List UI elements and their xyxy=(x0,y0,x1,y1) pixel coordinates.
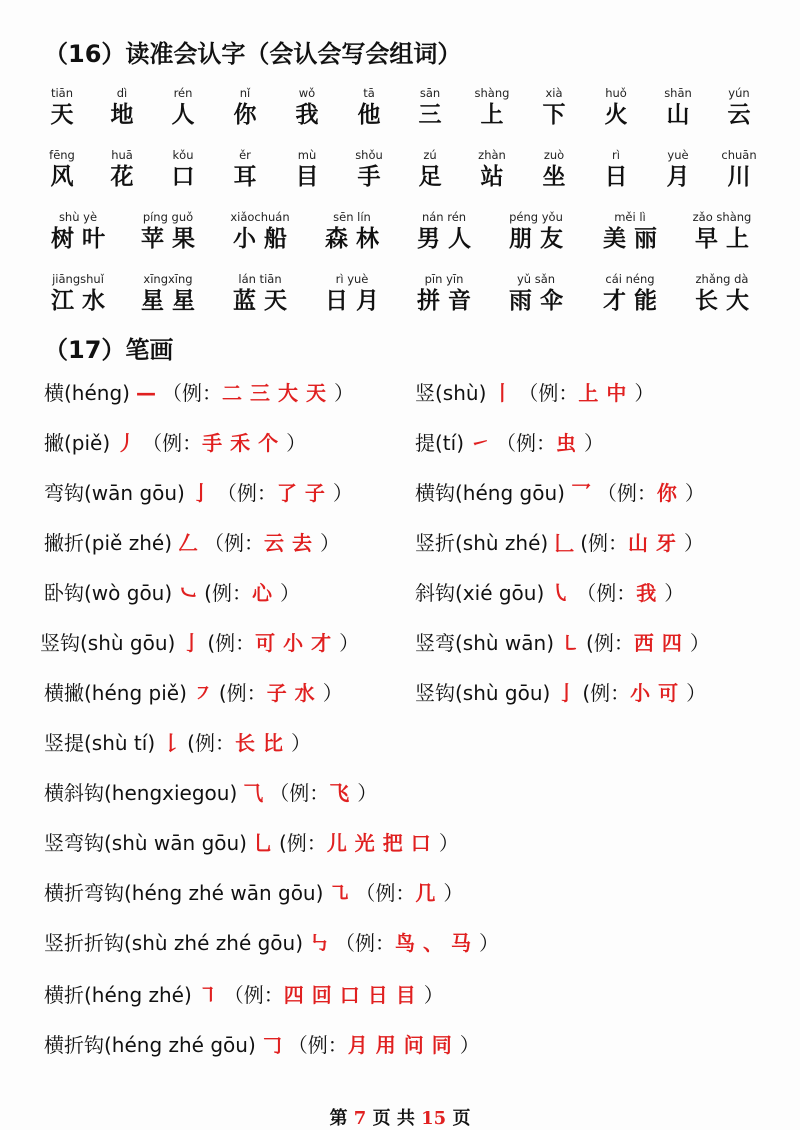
example-chars: 四回口日目 xyxy=(283,983,424,1007)
example-label: (例： xyxy=(580,531,629,555)
hanzi: 森林 xyxy=(325,225,387,252)
example-chars: 鸟、马 xyxy=(395,931,480,955)
pinyin: lán tiān xyxy=(238,272,282,286)
example-close: ） xyxy=(684,481,705,505)
stroke-symbol: — xyxy=(135,381,156,405)
pinyin: pīn yīn xyxy=(424,272,464,286)
example-chars: 虫 xyxy=(556,431,585,455)
stroke-item xyxy=(415,530,704,556)
page-total: 15 xyxy=(421,1108,447,1129)
example-close: ） xyxy=(339,631,360,655)
example-close: ） xyxy=(332,481,353,505)
hanzi: 江水 xyxy=(51,287,113,314)
pinyin: cái néng xyxy=(605,272,655,286)
stroke-name: 撇折(piě zhé) xyxy=(44,531,172,555)
hanzi: 手 xyxy=(357,163,389,190)
hanzi: 苹果 xyxy=(141,225,203,252)
hanzi: 星星 xyxy=(141,287,203,314)
stroke-item xyxy=(44,1032,480,1058)
stroke-name: 竖(shù) xyxy=(415,381,487,405)
pinyin: shù yè xyxy=(58,210,98,224)
stroke-item xyxy=(415,680,706,706)
pinyin: rén xyxy=(173,86,193,100)
stroke-name: 竖弯钩(shù wān gōu) xyxy=(44,831,247,855)
word-row xyxy=(0,148,800,202)
example-chars: 云去 xyxy=(264,531,320,555)
section-17-title: （17）笔画 xyxy=(44,336,174,364)
example-label: （例： xyxy=(518,381,579,405)
hanzi: 花 xyxy=(110,163,142,190)
hanzi: 长大 xyxy=(695,287,757,314)
example-chars: 我 xyxy=(636,581,665,605)
example-close: ） xyxy=(357,781,378,805)
stroke-symbol: 丨 xyxy=(492,381,513,405)
hanzi: 口 xyxy=(171,163,203,190)
hanzi: 地 xyxy=(110,101,142,128)
hanzi: 才能 xyxy=(603,287,665,314)
hanzi: 山 xyxy=(666,101,698,128)
stroke-item xyxy=(415,430,604,456)
word-row xyxy=(0,210,800,264)
hanzi: 坐 xyxy=(542,163,574,190)
pinyin: zhàn xyxy=(478,148,506,162)
pinyin: sēn lín xyxy=(333,210,371,224)
example-label: （例： xyxy=(204,531,264,555)
pinyin: tiān xyxy=(50,86,74,100)
pinyin: péng yǒu xyxy=(509,210,563,224)
hanzi: 你 xyxy=(233,101,265,128)
hanzi: 目 xyxy=(295,163,327,190)
hanzi: 站 xyxy=(480,163,512,190)
pinyin: shān xyxy=(664,86,692,100)
stroke-symbol: 亅 xyxy=(181,631,202,655)
hanzi: 耳 xyxy=(233,163,265,190)
example-close: ） xyxy=(423,983,444,1007)
example-label: （例： xyxy=(223,983,284,1007)
pinyin: nán rén xyxy=(421,210,467,224)
example-label: (例： xyxy=(187,731,235,755)
pinyin: tā xyxy=(363,86,375,100)
stroke-item xyxy=(44,830,459,856)
stroke-symbol: ㇂ xyxy=(550,581,571,605)
example-label: (例： xyxy=(218,681,267,705)
example-label: （例： xyxy=(596,481,657,505)
example-label: (例： xyxy=(582,681,631,705)
example-close: ） xyxy=(320,531,340,555)
stroke-name: 竖钩(shù gōu) xyxy=(415,681,551,705)
word-item xyxy=(684,86,794,130)
hanzi: 我 xyxy=(295,101,327,128)
example-label: （例： xyxy=(335,931,396,955)
section-16-title: （16）读准会认字（会认会写会组词） xyxy=(44,40,462,68)
word-item xyxy=(667,272,777,316)
stroke-name: 横撇(héng piě) xyxy=(44,681,187,705)
stroke-name: 弯钩(wān gōu) xyxy=(44,481,185,505)
word-item xyxy=(684,148,794,192)
example-chars: 儿光把口 xyxy=(326,831,439,855)
example-chars: 二三大天 xyxy=(221,381,334,405)
example-label: （例： xyxy=(142,431,203,455)
example-label: （例： xyxy=(269,781,330,805)
pinyin: zhǎng dà xyxy=(695,272,749,286)
footer-suffix: 页 xyxy=(452,1108,471,1129)
example-label: （例： xyxy=(355,881,416,905)
example-chars: 子水 xyxy=(266,681,323,705)
example-chars: 了子 xyxy=(276,481,333,505)
stroke-symbol: ⺄ xyxy=(243,781,264,805)
pinyin: zú xyxy=(423,148,437,162)
stroke-symbol: 乛 xyxy=(570,481,591,505)
hanzi: 云 xyxy=(727,101,759,128)
hanzi: 雨伞 xyxy=(509,287,571,314)
example-label: （例： xyxy=(576,581,637,605)
example-close: ） xyxy=(290,731,311,755)
example-label: (例： xyxy=(204,581,252,605)
hanzi: 男人 xyxy=(417,225,479,252)
pinyin: jiāngshuǐ xyxy=(52,272,104,286)
pinyin: zǎo shàng xyxy=(692,210,752,224)
pinyin: píng guǒ xyxy=(142,210,194,224)
stroke-item xyxy=(40,630,359,656)
word-item xyxy=(667,210,777,254)
hanzi: 他 xyxy=(357,101,389,128)
stroke-symbol: ㇕ xyxy=(197,983,218,1007)
pinyin: xiǎochuán xyxy=(230,210,290,224)
hanzi: 树叶 xyxy=(51,225,113,252)
stroke-item xyxy=(415,380,654,406)
hanzi: 拼音 xyxy=(417,287,479,314)
stroke-name: 撇(piě) xyxy=(44,431,111,455)
stroke-symbol: ㇀ xyxy=(470,431,491,455)
hanzi: 上 xyxy=(480,101,512,128)
example-close: ） xyxy=(684,531,705,555)
page-number: 7 xyxy=(353,1108,367,1129)
example-close: ） xyxy=(333,381,354,405)
stroke-symbol: ㇇ xyxy=(192,681,213,705)
example-chars: 月用问同 xyxy=(347,1033,460,1057)
example-chars: 手禾个 xyxy=(202,431,287,455)
example-label: (例： xyxy=(207,631,256,655)
stroke-name: 提(tí) xyxy=(415,431,465,455)
stroke-symbol: 亅 xyxy=(556,681,577,705)
hanzi: 人 xyxy=(171,101,203,128)
pinyin: měi lì xyxy=(614,210,646,224)
example-chars: 西四 xyxy=(633,631,690,655)
hanzi: 三 xyxy=(418,101,450,128)
example-label: (例： xyxy=(586,631,634,655)
stroke-item xyxy=(44,380,354,406)
hanzi: 下 xyxy=(542,101,574,128)
stroke-name: 卧钩(wò gōu) xyxy=(44,581,173,605)
example-close: ） xyxy=(286,431,307,455)
hanzi: 火 xyxy=(604,101,636,128)
example-close: ） xyxy=(584,431,605,455)
example-close: ） xyxy=(279,581,300,605)
pinyin: yún xyxy=(728,86,750,100)
stroke-name: 横钩(héng gōu) xyxy=(415,481,565,505)
pinyin: mù xyxy=(297,148,317,162)
example-chars: 几 xyxy=(415,881,444,905)
pinyin: rì xyxy=(612,148,620,162)
stroke-item xyxy=(44,982,444,1008)
stroke-symbol: 亅 xyxy=(190,481,211,505)
pinyin: ěr xyxy=(239,148,251,162)
pinyin: wǒ xyxy=(298,86,316,100)
stroke-symbol: ㇈ xyxy=(329,881,350,905)
example-close: ） xyxy=(459,1033,480,1057)
example-close: ） xyxy=(322,681,343,705)
pinyin: shǒu xyxy=(355,148,383,162)
example-close: ） xyxy=(689,631,710,655)
stroke-item xyxy=(415,480,705,506)
page-footer xyxy=(0,1104,800,1130)
example-close: ） xyxy=(443,881,464,905)
pinyin: huā xyxy=(111,148,133,162)
example-chars: 长比 xyxy=(234,731,291,755)
stroke-symbol: ㇄ xyxy=(560,631,581,655)
example-close: ） xyxy=(664,581,685,605)
pinyin: shàng xyxy=(474,86,510,100)
stroke-name: 竖钩(shù gōu) xyxy=(40,631,176,655)
hanzi: 天 xyxy=(50,101,82,128)
pinyin: rì yuè xyxy=(335,272,369,286)
pinyin: yǔ sǎn xyxy=(516,272,556,286)
pinyin: chuān xyxy=(721,148,757,162)
example-chars: 小可 xyxy=(630,681,687,705)
pinyin: kǒu xyxy=(172,148,194,162)
stroke-item xyxy=(44,880,463,906)
example-close: ） xyxy=(479,931,500,955)
example-label: (例： xyxy=(279,831,327,855)
hanzi: 小船 xyxy=(233,225,295,252)
stroke-name: 横(héng) xyxy=(44,381,130,405)
hanzi: 月 xyxy=(666,163,698,190)
stroke-item xyxy=(44,780,377,806)
stroke-item xyxy=(44,730,311,756)
pinyin: yuè xyxy=(667,148,689,162)
example-chars: 你 xyxy=(656,481,685,505)
stroke-symbol: 乚 xyxy=(253,831,273,855)
stroke-symbol: 丿 xyxy=(116,431,137,455)
example-chars: 可小才 xyxy=(255,631,340,655)
stroke-symbol: 𠃋 xyxy=(178,531,198,555)
stroke-item xyxy=(44,580,300,606)
stroke-item xyxy=(44,930,499,956)
example-label: （例： xyxy=(216,481,277,505)
hanzi: 川 xyxy=(727,163,759,190)
stroke-symbol: 𠃊 xyxy=(554,531,575,555)
pinyin: zuò xyxy=(543,148,565,162)
hanzi: 日 xyxy=(604,163,636,190)
pinyin: huǒ xyxy=(605,86,627,100)
stroke-name: 竖弯(shù wān) xyxy=(415,631,555,655)
stroke-name: 横折(héng zhé) xyxy=(44,983,192,1007)
example-chars: 山牙 xyxy=(628,531,685,555)
stroke-item xyxy=(415,630,710,656)
example-chars: 飞 xyxy=(329,781,358,805)
stroke-name: 竖折(shù zhé) xyxy=(415,531,549,555)
stroke-symbol: ㇉ xyxy=(309,931,330,955)
stroke-name: 竖折折钩(shù zhé zhé gōu) xyxy=(44,931,304,955)
stroke-item xyxy=(44,680,343,706)
example-chars: 上中 xyxy=(578,381,635,405)
hanzi: 蓝天 xyxy=(233,287,295,314)
example-chars: 心 xyxy=(251,581,280,605)
hanzi: 早上 xyxy=(695,225,757,252)
pinyin: xià xyxy=(545,86,563,100)
example-close: ） xyxy=(686,681,707,705)
word-row xyxy=(0,272,800,326)
stroke-item xyxy=(415,580,684,606)
hanzi: 日月 xyxy=(325,287,387,314)
stroke-name: 横折弯钩(héng zhé wān gōu) xyxy=(44,881,324,905)
example-label: （例： xyxy=(161,381,222,405)
stroke-symbol: ㇃ xyxy=(178,581,199,605)
example-close: ） xyxy=(634,381,655,405)
hanzi: 足 xyxy=(418,163,450,190)
stroke-symbol: 𠄌 xyxy=(161,731,182,755)
footer-mid: 页 共 xyxy=(372,1108,415,1129)
word-row xyxy=(0,86,800,140)
hanzi: 风 xyxy=(50,163,82,190)
pinyin: nǐ xyxy=(239,86,251,100)
stroke-name: 横折钩(héng zhé gōu) xyxy=(44,1033,256,1057)
example-label: （例： xyxy=(496,431,557,455)
pinyin: sān xyxy=(419,86,441,100)
example-label: （例： xyxy=(287,1033,348,1057)
example-close: ） xyxy=(438,831,459,855)
stroke-item xyxy=(44,480,353,506)
hanzi: 朋友 xyxy=(509,225,571,252)
footer-prefix: 第 xyxy=(329,1108,348,1129)
stroke-name: 斜钩(xié gōu) xyxy=(415,581,545,605)
stroke-item xyxy=(44,530,340,556)
pinyin: fēng xyxy=(49,148,75,162)
stroke-name: 横斜钩(hengxiegou) xyxy=(44,781,238,805)
pinyin: dì xyxy=(116,86,128,100)
stroke-item xyxy=(44,430,306,456)
stroke-name: 竖提(shù tí) xyxy=(44,731,156,755)
hanzi: 美丽 xyxy=(603,225,665,252)
stroke-symbol: 𠃌 xyxy=(261,1033,282,1057)
pinyin: xīngxīng xyxy=(143,272,193,286)
